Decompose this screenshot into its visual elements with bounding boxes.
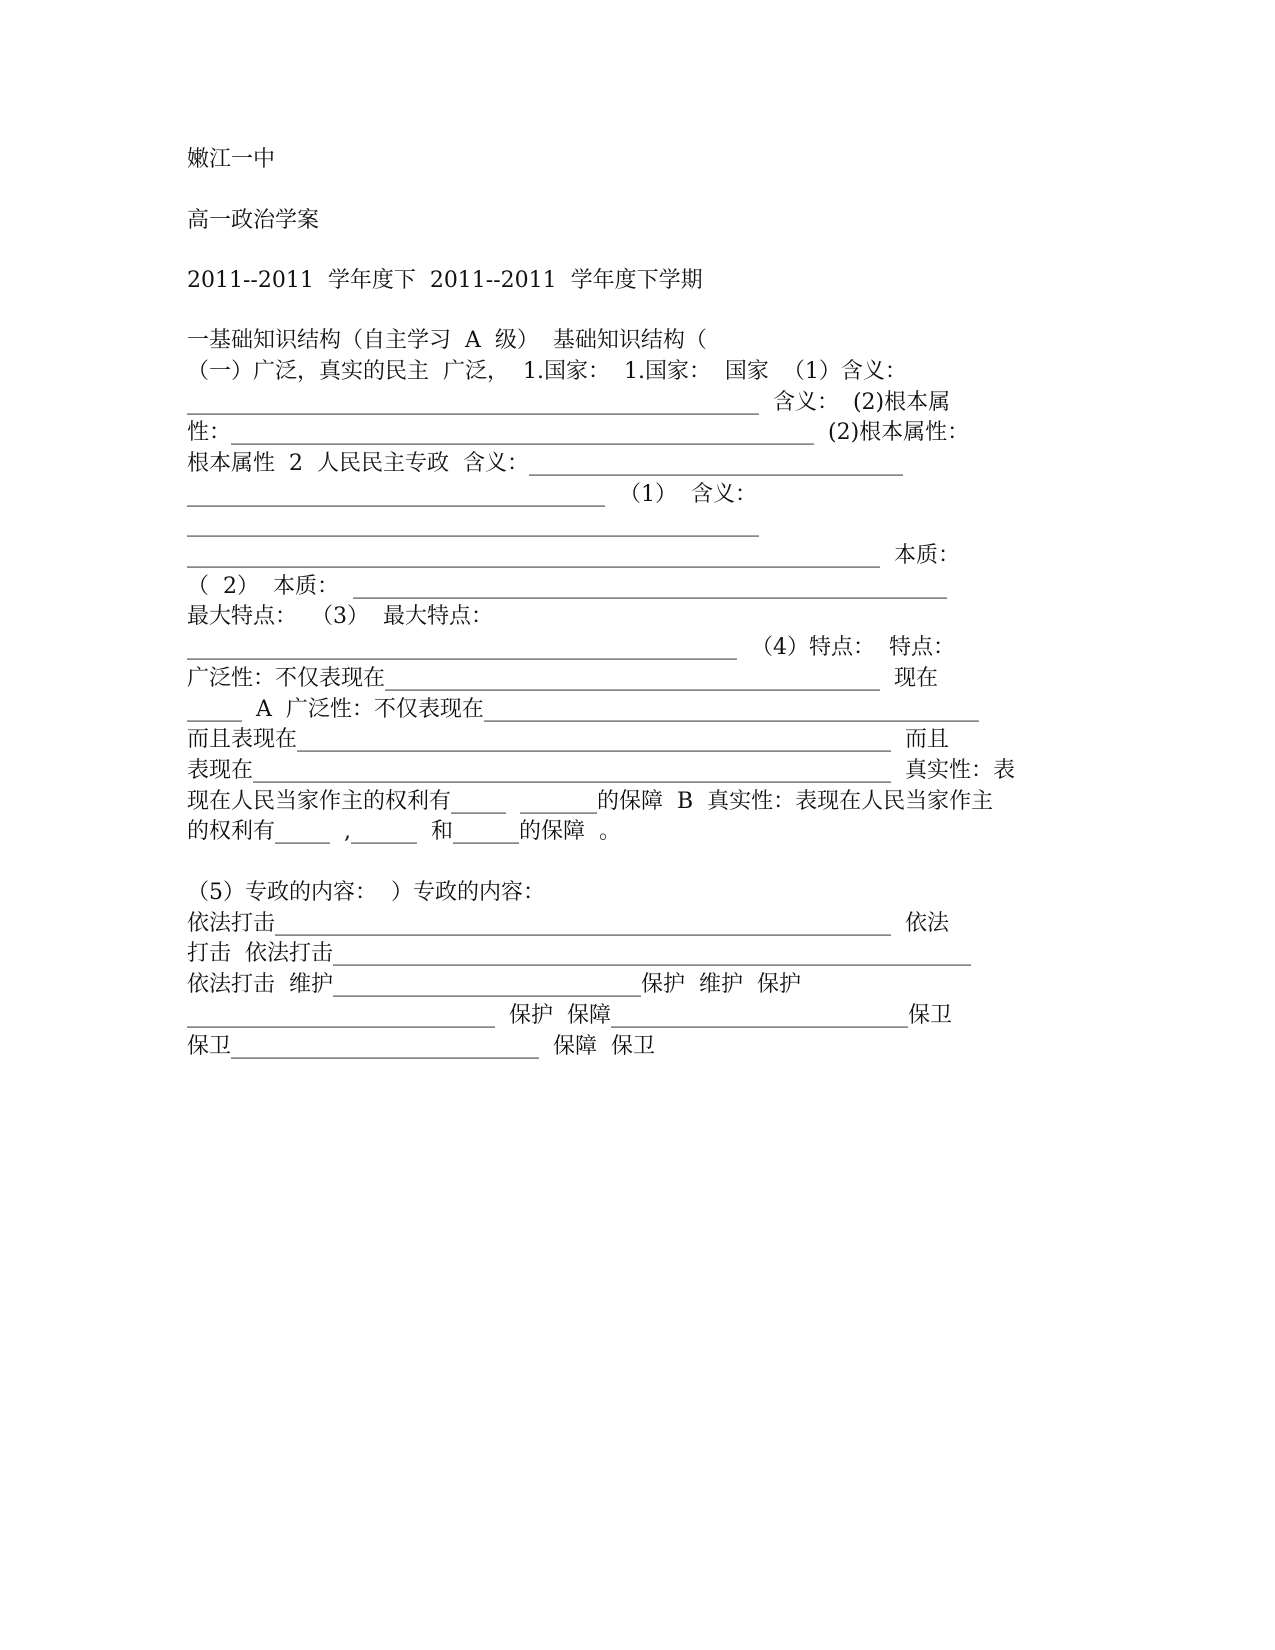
section-heading: 一基础知识结构（自主学习 A 级） 基础知识结构（ — [187, 328, 707, 353]
term-line: 2011--2011 学年度下 2011--2011 学年度下学期 — [187, 268, 703, 293]
body-line: （ 2） 本质： ______________________________________________________ — [187, 574, 947, 599]
body-line: 表现在__________________________________________________________ 真实性：表 — [187, 758, 1015, 783]
body-line: 而且表现在______________________________________________________ 而且 — [187, 727, 949, 752]
body-line: _______________________________________________________________ 本质： — [187, 543, 960, 568]
body-line: ____________________________ 保护 保障___________________________保卫 — [187, 1003, 952, 1028]
body-line: 广泛性：不仅表现在_____________________________________________ 现在 — [187, 666, 938, 691]
body-line: 依法打击________________________________________________________ 依法 — [187, 911, 949, 936]
document-title: 高一政治学案 — [187, 208, 320, 233]
body-line: __________________________________________________ （4）特点： 特点： — [187, 635, 955, 660]
body-line: 打击 依法打击__________________________________________________________ — [187, 941, 971, 966]
body-line: 性：_____________________________________________________ (2)根本属性： — [187, 420, 970, 445]
body-line: 最大特点： （3） 最大特点： — [187, 604, 493, 629]
school-name: 嫩江一中 — [187, 147, 276, 172]
body-line: 的权利有_____ ,______ 和______的保障 。 — [187, 819, 621, 844]
body-line: ____________________________________________________ 含义： (2)根本属 — [187, 390, 951, 415]
body-line: ______________________________________ （1） 含义： — [187, 482, 757, 507]
body-line: （一）广泛，真实的民主 广泛， 1.国家： 1.国家： 国家 （1）含义： — [187, 359, 907, 384]
body-line: ____________________________________________________ — [187, 512, 759, 537]
body-line: 依法打击 维护____________________________保护 维护 保护 — [187, 972, 801, 997]
body-line: 保卫____________________________ 保障 保卫 — [187, 1034, 655, 1059]
subsection-heading: （5）专政的内容： ）专政的内容： — [187, 880, 545, 905]
body-line: 根本属性 2 人民民主专政 含义：__________________________________ — [187, 451, 903, 476]
body-line: 现在人民当家作主的权利有_____ _______的保障 B 真实性：表现在人民当家作主 — [187, 789, 994, 814]
body-line: _____ A 广泛性：不仅表现在_____________________________________________ — [187, 697, 979, 722]
